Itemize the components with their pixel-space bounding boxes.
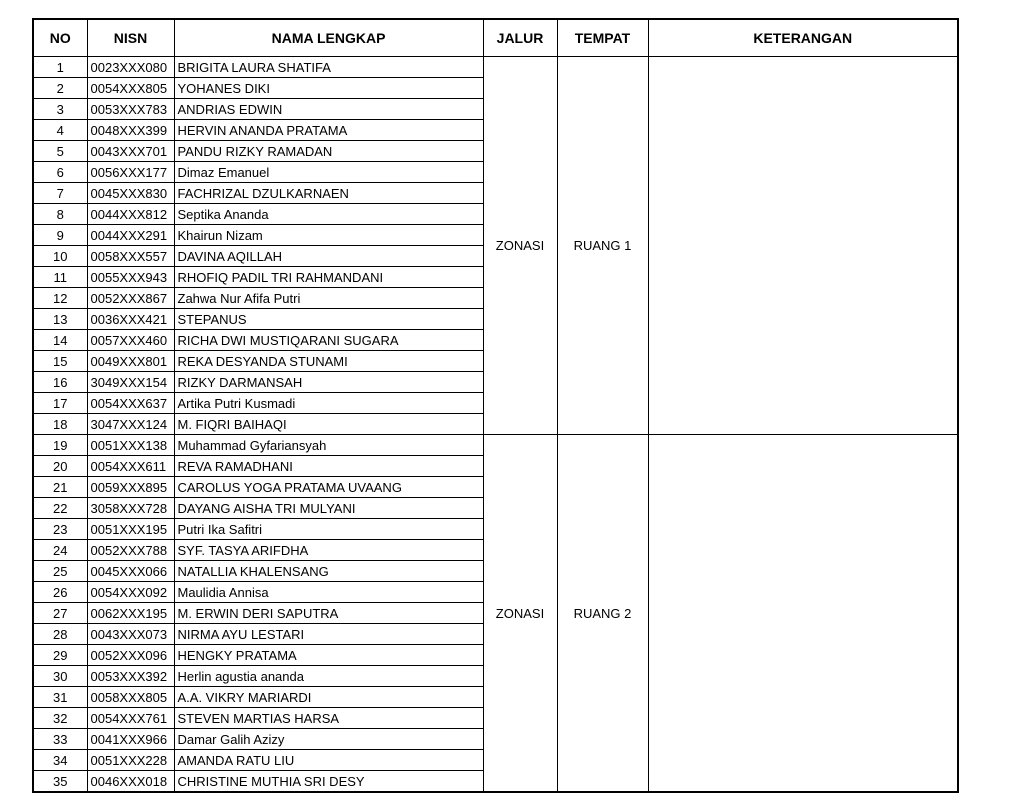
cell-no: 8 — [33, 204, 87, 225]
cell-no: 33 — [33, 729, 87, 750]
cell-nama: AMANDA RATU LIU — [174, 750, 483, 771]
col-header-nisn: NISN — [87, 19, 174, 57]
cell-jalur-merged: ZONASI — [483, 435, 557, 793]
cell-nisn: 0054XXX805 — [87, 78, 174, 99]
table-row — [33, 57, 958, 78]
cell-no: 19 — [33, 435, 87, 456]
cell-nisn: 0023XXX080 — [87, 57, 174, 78]
cell-no: 2 — [33, 78, 87, 99]
cell-nisn: 0058XXX557 — [87, 246, 174, 267]
cell-nisn: 0052XXX867 — [87, 288, 174, 309]
cell-no: 28 — [33, 624, 87, 645]
cell-nama: Damar Galih Azizy — [174, 729, 483, 750]
cell-nama: Khairun Nizam — [174, 225, 483, 246]
cell-nama: FACHRIZAL DZULKARNAEN — [174, 183, 483, 204]
cell-no: 5 — [33, 141, 87, 162]
cell-no: 35 — [33, 771, 87, 793]
col-header-no: NO — [33, 19, 87, 57]
cell-tempat-merged: RUANG 2 — [557, 435, 648, 793]
cell-no: 31 — [33, 687, 87, 708]
cell-nama: DAYANG AISHA TRI MULYANI — [174, 498, 483, 519]
cell-nama: Septika Ananda — [174, 204, 483, 225]
cell-nama: REVA RAMADHANI — [174, 456, 483, 477]
cell-no: 18 — [33, 414, 87, 435]
cell-nisn: 0062XXX195 — [87, 603, 174, 624]
cell-nama: STEVEN MARTIAS HARSA — [174, 708, 483, 729]
cell-nisn: 0049XXX801 — [87, 351, 174, 372]
cell-no: 23 — [33, 519, 87, 540]
cell-nama: PANDU RIZKY RAMADAN — [174, 141, 483, 162]
cell-nama: A.A. VIKRY MARIARDI — [174, 687, 483, 708]
cell-nisn: 0054XXX761 — [87, 708, 174, 729]
cell-nisn: 0041XXX966 — [87, 729, 174, 750]
cell-nisn: 0045XXX066 — [87, 561, 174, 582]
cell-nisn: 0055XXX943 — [87, 267, 174, 288]
cell-no: 17 — [33, 393, 87, 414]
cell-no: 10 — [33, 246, 87, 267]
cell-nisn: 0053XXX392 — [87, 666, 174, 687]
cell-no: 22 — [33, 498, 87, 519]
cell-no: 30 — [33, 666, 87, 687]
cell-no: 12 — [33, 288, 87, 309]
cell-nisn: 3047XXX124 — [87, 414, 174, 435]
cell-nisn: 0046XXX018 — [87, 771, 174, 793]
cell-no: 21 — [33, 477, 87, 498]
cell-nama: RIZKY DARMANSAH — [174, 372, 483, 393]
cell-no: 13 — [33, 309, 87, 330]
cell-nama: YOHANES DIKI — [174, 78, 483, 99]
cell-nisn: 0043XXX073 — [87, 624, 174, 645]
cell-nisn: 0057XXX460 — [87, 330, 174, 351]
col-header-jalur: JALUR — [483, 19, 557, 57]
cell-nama: Artika Putri Kusmadi — [174, 393, 483, 414]
cell-nisn: 0052XXX788 — [87, 540, 174, 561]
cell-nama: Putri Ika Safitri — [174, 519, 483, 540]
cell-no: 34 — [33, 750, 87, 771]
cell-no: 27 — [33, 603, 87, 624]
cell-nisn: 0054XXX092 — [87, 582, 174, 603]
cell-nama: CAROLUS YOGA PRATAMA UVAANG — [174, 477, 483, 498]
cell-nisn: 0058XXX805 — [87, 687, 174, 708]
cell-nama: RICHA DWI MUSTIQARANI SUGARA — [174, 330, 483, 351]
cell-nisn: 0048XXX399 — [87, 120, 174, 141]
cell-no: 15 — [33, 351, 87, 372]
table-row — [33, 435, 958, 456]
cell-nama: Maulidia Annisa — [174, 582, 483, 603]
header-row — [33, 19, 958, 57]
cell-no: 20 — [33, 456, 87, 477]
cell-nisn: 0043XXX701 — [87, 141, 174, 162]
cell-nama: M. ERWIN DERI SAPUTRA — [174, 603, 483, 624]
cell-nisn: 0044XXX291 — [87, 225, 174, 246]
col-header-keterangan: KETERANGAN — [648, 19, 958, 57]
cell-nama: STEPANUS — [174, 309, 483, 330]
cell-tempat-merged: RUANG 1 — [557, 57, 648, 435]
cell-nama: Zahwa Nur Afifa Putri — [174, 288, 483, 309]
cell-nisn: 0045XXX830 — [87, 183, 174, 204]
cell-nama: ANDRIAS EDWIN — [174, 99, 483, 120]
cell-no: 11 — [33, 267, 87, 288]
cell-no: 29 — [33, 645, 87, 666]
cell-no: 4 — [33, 120, 87, 141]
cell-no: 6 — [33, 162, 87, 183]
cell-nama: REKA DESYANDA STUNAMI — [174, 351, 483, 372]
cell-no: 14 — [33, 330, 87, 351]
student-roster-table — [32, 18, 959, 793]
cell-nisn: 3049XXX154 — [87, 372, 174, 393]
cell-no: 25 — [33, 561, 87, 582]
cell-nama: NIRMA AYU LESTARI — [174, 624, 483, 645]
cell-no: 16 — [33, 372, 87, 393]
cell-nisn: 0051XXX228 — [87, 750, 174, 771]
cell-keterangan-merged — [648, 435, 958, 793]
cell-no: 7 — [33, 183, 87, 204]
cell-no: 32 — [33, 708, 87, 729]
cell-nama: HENGKY PRATAMA — [174, 645, 483, 666]
cell-nama: BRIGITA LAURA SHATIFA — [174, 57, 483, 78]
cell-nama: NATALLIA KHALENSANG — [174, 561, 483, 582]
cell-nisn: 0052XXX096 — [87, 645, 174, 666]
cell-no: 1 — [33, 57, 87, 78]
cell-nisn: 0054XXX611 — [87, 456, 174, 477]
cell-jalur-merged: ZONASI — [483, 57, 557, 435]
cell-nisn: 0056XXX177 — [87, 162, 174, 183]
cell-nama: RHOFIQ PADIL TRI RAHMANDANI — [174, 267, 483, 288]
cell-no: 3 — [33, 99, 87, 120]
cell-no: 26 — [33, 582, 87, 603]
cell-nama: Herlin agustia ananda — [174, 666, 483, 687]
cell-keterangan-merged — [648, 57, 958, 435]
cell-nama: SYF. TASYA ARIFDHA — [174, 540, 483, 561]
cell-nisn: 0059XXX895 — [87, 477, 174, 498]
table-body — [33, 57, 958, 793]
cell-nama: CHRISTINE MUTHIA SRI DESY — [174, 771, 483, 793]
cell-nisn: 0053XXX783 — [87, 99, 174, 120]
cell-nisn: 0044XXX812 — [87, 204, 174, 225]
cell-nisn: 3058XXX728 — [87, 498, 174, 519]
cell-nama: M. FIQRI BAIHAQI — [174, 414, 483, 435]
cell-no: 24 — [33, 540, 87, 561]
cell-nisn: 0051XXX138 — [87, 435, 174, 456]
cell-nama: Muhammad Gyfariansyah — [174, 435, 483, 456]
cell-no: 9 — [33, 225, 87, 246]
col-header-tempat: TEMPAT — [557, 19, 648, 57]
cell-nama: DAVINA AQILLAH — [174, 246, 483, 267]
cell-nisn: 0054XXX637 — [87, 393, 174, 414]
col-header-nama: NAMA LENGKAP — [174, 19, 483, 57]
cell-nama: Dimaz Emanuel — [174, 162, 483, 183]
cell-nisn: 0036XXX421 — [87, 309, 174, 330]
cell-nama: HERVIN ANANDA PRATAMA — [174, 120, 483, 141]
cell-nisn: 0051XXX195 — [87, 519, 174, 540]
